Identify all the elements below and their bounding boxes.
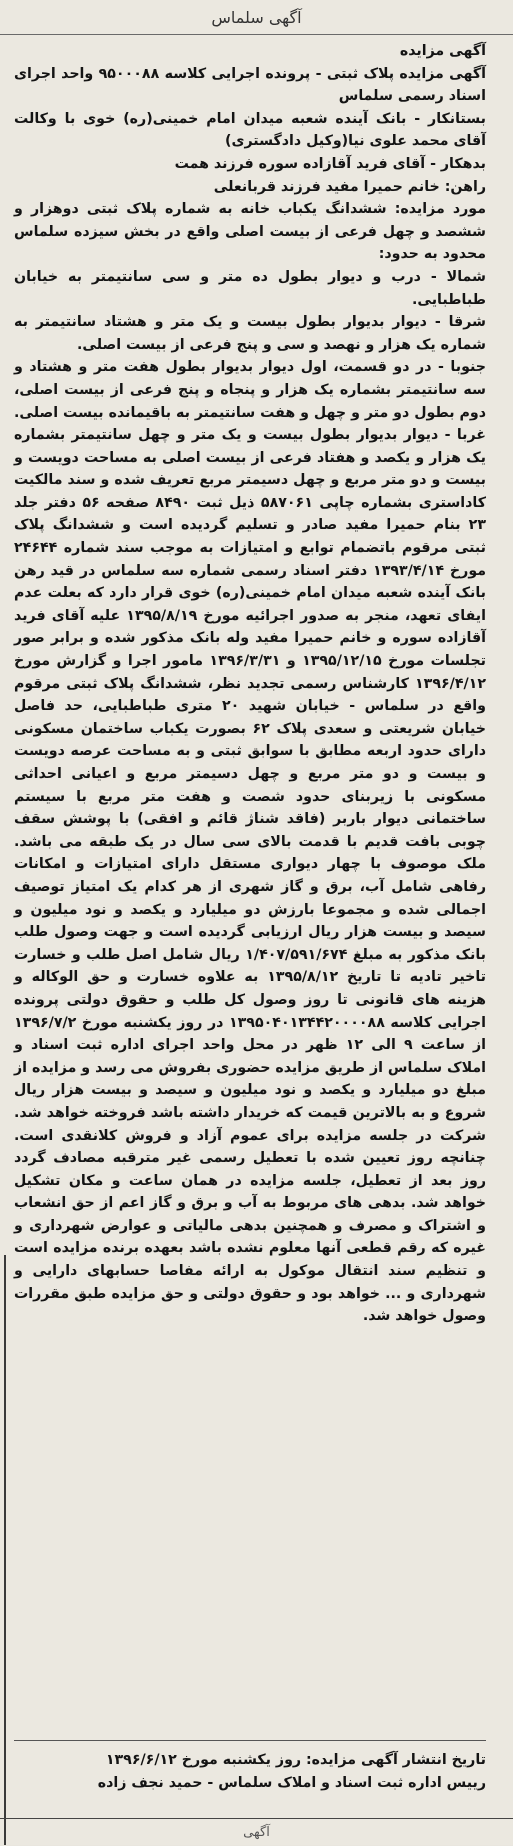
notice-subject: آگهی مزایده پلاک ثبتی - پرونده اجرایی کلاسه ۹۵۰۰۰۸۸ واحد اجرای اسناد رسمی سلماس (14, 65, 486, 105)
section-label: آگهی سلماس (211, 7, 302, 27)
subject-of-auction: مورد مزایده: ششدانگ یکباب خانه به شماره پلاک ثبتی دوهزار و ششصد و چهل فرعی از بیست اصلی واقع در بخش سیزده سلماس محدود به حدود: (14, 201, 486, 263)
section-header (0, 0, 513, 35)
notice-title: آگهی مزایده (399, 43, 486, 59)
publication-date: تاریخ انتشار آگهی مزایده: روز یکشنبه مورخ ۱۳۹۶/۶/۱۲ (105, 1752, 486, 1768)
boundary-south: جنوبا - در دو قسمت، اول دیوار بدیوار بطول هفت متر و هشتاد و سه سانتیمتر بشماره یک هزار و پنجاه و پنج فرعی از بیست اصلی، دوم بطول دو متر و چهل و هفت سانتیمتر به باقیمانده بیست اصلی. (14, 359, 486, 421)
column-divider (4, 1255, 6, 1845)
boundary-north: شمالا - درب و دیوار بطول ده متر و سی سانتیمتر به خیابان طباطبایی. (14, 268, 486, 308)
next-section-header (0, 1818, 513, 1846)
next-section-label: آگهی (243, 1825, 270, 1840)
creditor-line: بستانکار - بانک آینده شعبه میدان امام خمینی(ره) خوی با وکالت آقای محمد علوی نیا(وکیل دادگستری) (14, 110, 486, 150)
boundary-east: شرقا - دیوار بدیوار بطول بیست و یک متر و هشتاد سانتیمتر به شماره یک هزار و نهصد و سی و پنج فرعی از بیست اصلی. (14, 314, 486, 353)
notice-footer (14, 1740, 486, 1794)
notice-body: غربا - دیوار بدیوار بطول بیست و یک متر و چهل سانتیمتر بشماره یک هزار و یکصد و هفتاد فرعی از بیست اصلی به مساحت دویست و بیست و دو متر مربع و چهل دسیمتر مربع تعریف شده و سند مالکیت کاداستری بشماره چاپی ۵۸۷۰۶۱ ذیل ثبت ۸۴۹۰ صفحه ۵۶ دفتر جلد ۲۳ بنام حمیرا مفید صادر و تسلیم گردیده است و ششدانگ پلاک ثبتی مرقوم باتضمام توابع و امتیازات به موجب سند شماره ۲۴۶۴۴ مورخ ۱۳۹۳/۴/۱۴ دفتر اسناد رسمی شماره سه سلماس در قید رهن بانک آینده شعبه میدان امام خمینی(ره) خوی قرار دارد که بعلت عدم ایفای تعهد، منجر به صدور اجرائیه مورخ ۱۳۹۵/۸/۱۹ علیه آقای فرید آقازاده سوره و خانم حمیرا مفید وله بانک مذکور شده و برابر صور تجلسات مورخ ۱۳۹۵/۱۲/۱۵ و ۱۳۹۶/۳/۳۱ مامور اجرا و گزارش مورخ ۱۳۹۶/۴/۱۲ کارشناس رسمی تجدید نظر، ششدانگ پلاک ثبتی مرقوم واقع در سلماس - خیابان شهید ۲۰ متری طباطبایی، حد فاصل خیابان شریعتی و سعدی پلاک ۶۲ بصورت یکباب ساختمان مسکونی دارای حدود اربعه مطابق با سوابق ثبتی و به مساحت عرصه دویست و بیست و دو متر مربع و چهل دسیمتر مربع و اعیانی احداثی مسکونی با زیربنای حدود شصت و هفت متر مربع با سیستم ساختمانی دیوار باربر (فاقد شناژ قائم و افقی) با پوشش سقف چوبی بافت قدیم با قدمت بالای سی سال در یک طبقه می باشد. ملک موصوف با چهار دیواری مستقل دارای امتیازات و امکانات رفاهی شامل آب، برق و گاز شهری از هر کدام یک امتیاز توصیف اجمالی شده و مجموعا بارزش دو میلیارد و یکصد و نود میلیون و سیصد و بیست هزار ریال ارزیابی گردیده است و جهت وصول طلب بانک مذکور به مبلغ ۱/۴۰۷/۵۹۱/۶۷۴ ریال شامل اصل طلب و خسارت تاخیر تادیه تا تاریخ ۱۳۹۵/۸/۱۲ به علاوه خسارت و حق الوکاله و هزینه های قانونی تا روز وصول کل طلب و حقوق دولتی پرونده اجرایی کلاسه ۱۳۹۵۰۴۰۱۳۴۴۲۰۰۰۰۸۸ در روز یکشنبه مورخ ۱۳۹۶/۷/۲ از ساعت ۹ الی ۱۲ ظهر در محل واحد اجرای اداره ثبت اسناد و املاک سلماس از طریق مزایده حضوری بفروش می رسد و مزایده از مبلغ دو میلیارد و یکصد و نود میلیون و سیصد و بیست هزار ریال شروع و به بالاترین قیمت که خریدار داشته باشد فروخته خواهد شد. شرکت در جلسه مزایده برای عموم آزاد و فروش کلانقدی است. چنانچه روز تعیین شده با تعطیل رسمی غیر مترقبه مصادف گردد روز بعد از تعطیل، جلسه مزایده در همان ساعت و مکان تشکیل خواهد شد. بدهی های مربوط به آب و برق و گاز اعم از حق انشعاب و اشتراک و مصرف و همچنین بدهی مالیاتی و عوارض شهرداری و غیره که رقم قطعی آنها معلوم نشده باشد بعهده برنده مزایده است و تنظیم سند انتقال موکول به ارائه مفاصا حسابهای دارایی و شهرداری و ... خواهد بود و حقوق دولتی و حق مزایده طبق مقررات وصول خواهد شد. (14, 427, 487, 1325)
auction-notice (14, 40, 486, 1328)
signatory: رییس اداره ثبت اسناد و املاک سلماس - حمید نجف زاده (97, 1774, 486, 1791)
debtor-line: بدهکار - آقای فرید آقازاده سوره فرزند همت (174, 155, 486, 172)
mortgagor-line: راهن: خانم حمیرا مفید فرزند قربانعلی (213, 178, 486, 195)
